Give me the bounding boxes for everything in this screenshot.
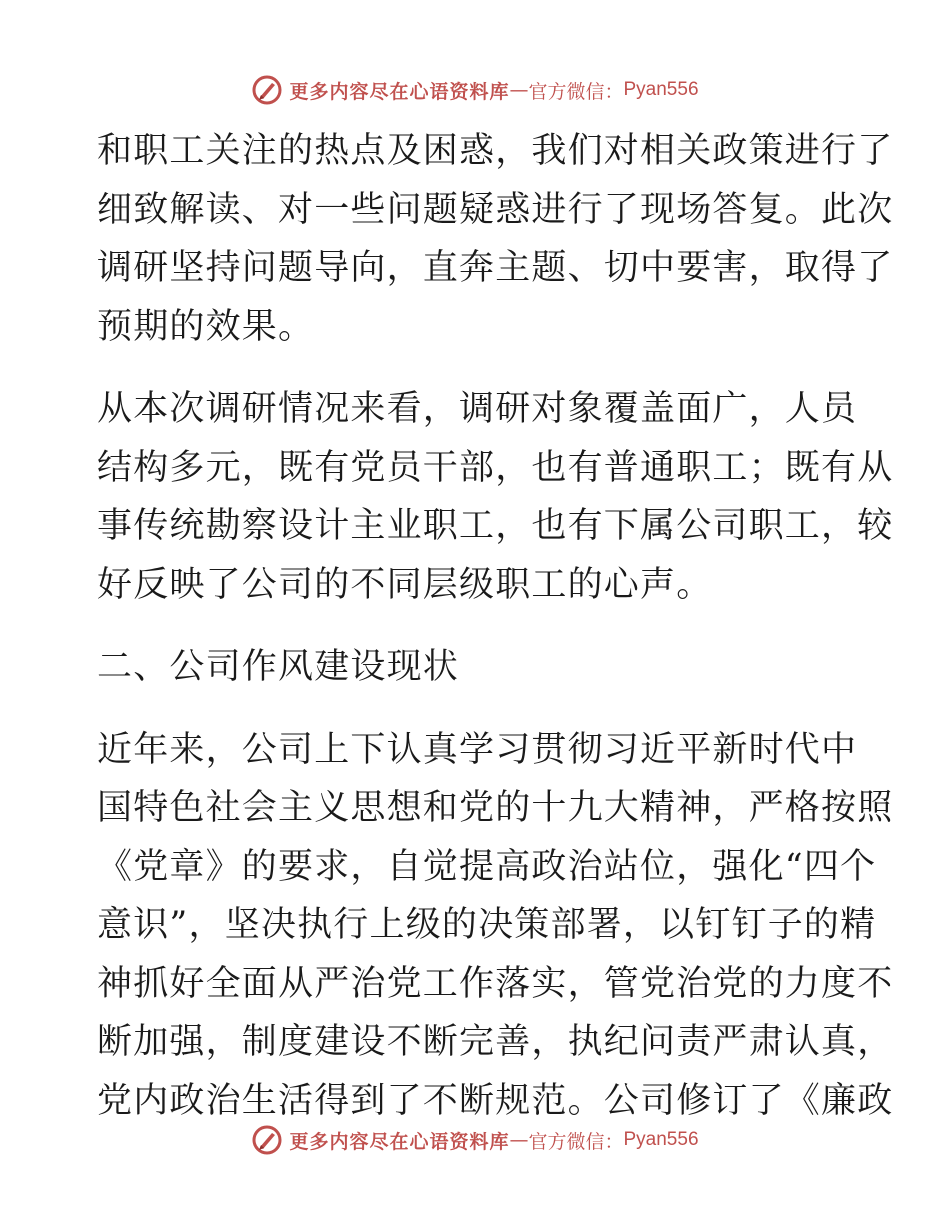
text-line: 调研坚持问题导向，直奔主题、切中要害，取得了 [97, 248, 894, 288]
header-watermark-banner [0, 70, 950, 110]
footer-watermark-banner [0, 1120, 950, 1160]
paragraph-survey-scope [97, 380, 894, 614]
text-line: 和职工关注的热点及困惑，我们对相关政策进行了 [97, 131, 894, 171]
document-body [97, 122, 894, 1130]
paragraph-survey-summary [97, 122, 894, 356]
banner-separator: — [509, 1129, 529, 1151]
heading-line: 二、公司作风建设现状 [97, 647, 460, 687]
text-line: 意识”，坚决执行上级的决策部署，以钉钉子的精 [97, 905, 877, 945]
text-line: 好反映了公司的不同层级职工的心声。 [97, 564, 713, 605]
banner-separator: — [509, 79, 529, 101]
text-line: 党内政治生活得到了不断规范。公司修订了《廉政 [97, 1080, 894, 1121]
banner-library-text: 更多内容尽在心语资料库 [289, 1130, 510, 1153]
text-line: 预期的效果。 [97, 306, 315, 347]
text-line: 神抓好全面从严治党工作落实，管党治党的力度不 [97, 963, 894, 1004]
text-line: 从本次调研情况来看，调研对象覆盖面广，人员 [97, 389, 858, 429]
text-line: 细致解读、对一些问题疑惑进行了现场答复。此次 [97, 189, 894, 230]
text-line: 事传统勘察设计主业职工，也有下属公司职工，较 [97, 506, 894, 546]
quill-logo-icon [251, 1124, 283, 1156]
banner-wechat-label: 官方微信： [528, 1130, 624, 1153]
paragraph-conduct-status [97, 721, 894, 1131]
banner-wechat-id: Pyan556 [623, 1129, 699, 1150]
text-line: 近年来，公司上下认真学习贯彻习近平新时代中 [97, 729, 858, 770]
text-line: 结构多元，既有党员干部，也有普通职工；既有从 [97, 447, 894, 488]
banner-wechat-id: Pyan556 [623, 79, 699, 100]
text-line: 《党章》的要求，自觉提高政治站位，强化“四个 [97, 846, 877, 887]
text-line: 断加强，制度建设不断完善，执纪问责严肃认真， [97, 1022, 894, 1062]
banner-wechat-label: 官方微信： [528, 80, 624, 103]
quill-logo-icon [251, 74, 283, 106]
text-line: 国特色社会主义思想和党的十九大精神，严格按照 [97, 788, 894, 828]
banner-library-text: 更多内容尽在心语资料库 [289, 80, 510, 103]
section-heading [97, 638, 857, 697]
